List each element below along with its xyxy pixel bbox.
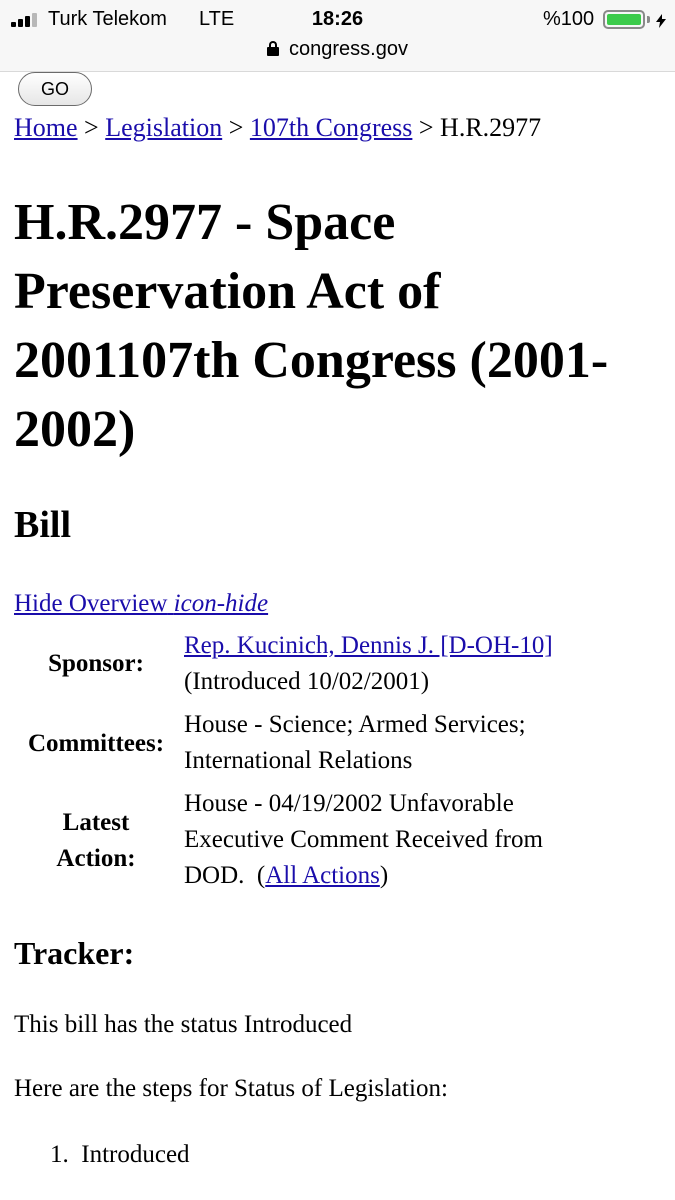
sponsor-value	[184, 628, 664, 700]
steps-intro: Here are the steps for Status of Legislation:	[14, 1075, 448, 1102]
carrier-name: Turk Telekom	[48, 8, 167, 30]
step-item	[50, 1138, 190, 1172]
breadcrumb-separator: >	[418, 113, 434, 142]
latest-action-line: DOD. (	[184, 862, 266, 889]
breadcrumb-separator: >	[84, 113, 99, 142]
latest-action-line: House - 04/19/2002 Unfavorable	[184, 790, 514, 817]
page-title: H.R.2977 - Space Preservation Act of 2001107th Congress (2001-2002)	[14, 194, 609, 458]
network-type: LTE	[199, 8, 235, 30]
latest-action-value	[184, 786, 664, 894]
hide-overview-link[interactable]	[14, 588, 268, 620]
hide-overview-label: Hide Overview	[14, 590, 168, 617]
all-actions-link[interactable]: All Actions	[265, 862, 380, 889]
step-number: 1.	[50, 1141, 69, 1168]
battery-fill	[607, 14, 641, 25]
battery-icon	[603, 10, 645, 29]
charging-bolt-icon	[655, 14, 667, 28]
breadcrumb-legislation-link[interactable]: Legislation	[105, 113, 223, 142]
breadcrumb-separator: >	[228, 113, 244, 142]
committees-line: International Relations	[184, 747, 413, 774]
breadcrumb-current: H.R.2977	[440, 113, 542, 142]
committees-line: House - Science; Armed Services;	[184, 711, 526, 738]
latest-action-line-end: )	[379, 862, 389, 889]
latest-action-label	[14, 805, 178, 877]
step-label: Introduced	[81, 1141, 190, 1168]
breadcrumb-home-link[interactable]: Home	[14, 113, 78, 142]
latest-action-label-line: Action:	[56, 845, 136, 872]
status-bar	[0, 0, 675, 72]
sponsor-label: Sponsor:	[48, 650, 144, 677]
committees-label: Committees:	[27, 730, 165, 757]
sponsor-introduced: (Introduced 10/02/2001)	[184, 668, 430, 695]
battery-cap	[647, 16, 650, 23]
battery-percent: %100	[543, 8, 595, 30]
url-text: congress.gov	[289, 38, 408, 60]
sponsor-link[interactable]: Rep. Kucinich, Dennis J. [D-OH-10]	[184, 632, 553, 659]
latest-action-line: Executive Comment Received from	[184, 826, 543, 853]
url-bar[interactable]	[0, 36, 675, 62]
hide-icon: icon-hide	[173, 590, 269, 617]
status-bar-row	[0, 6, 675, 32]
breadcrumb-congress-link[interactable]: 107th Congress	[249, 113, 413, 142]
go-button[interactable]: GO	[18, 72, 92, 106]
breadcrumb	[14, 112, 541, 144]
bill-heading: Bill	[14, 504, 72, 546]
latest-action-label-line: Latest	[62, 809, 130, 836]
tracker-heading: Tracker:	[14, 935, 135, 971]
status-text: This bill has the status Introduced	[14, 1011, 353, 1038]
clock: 18:26	[311, 8, 364, 30]
committees-value	[184, 707, 664, 779]
lock-icon	[267, 41, 279, 56]
